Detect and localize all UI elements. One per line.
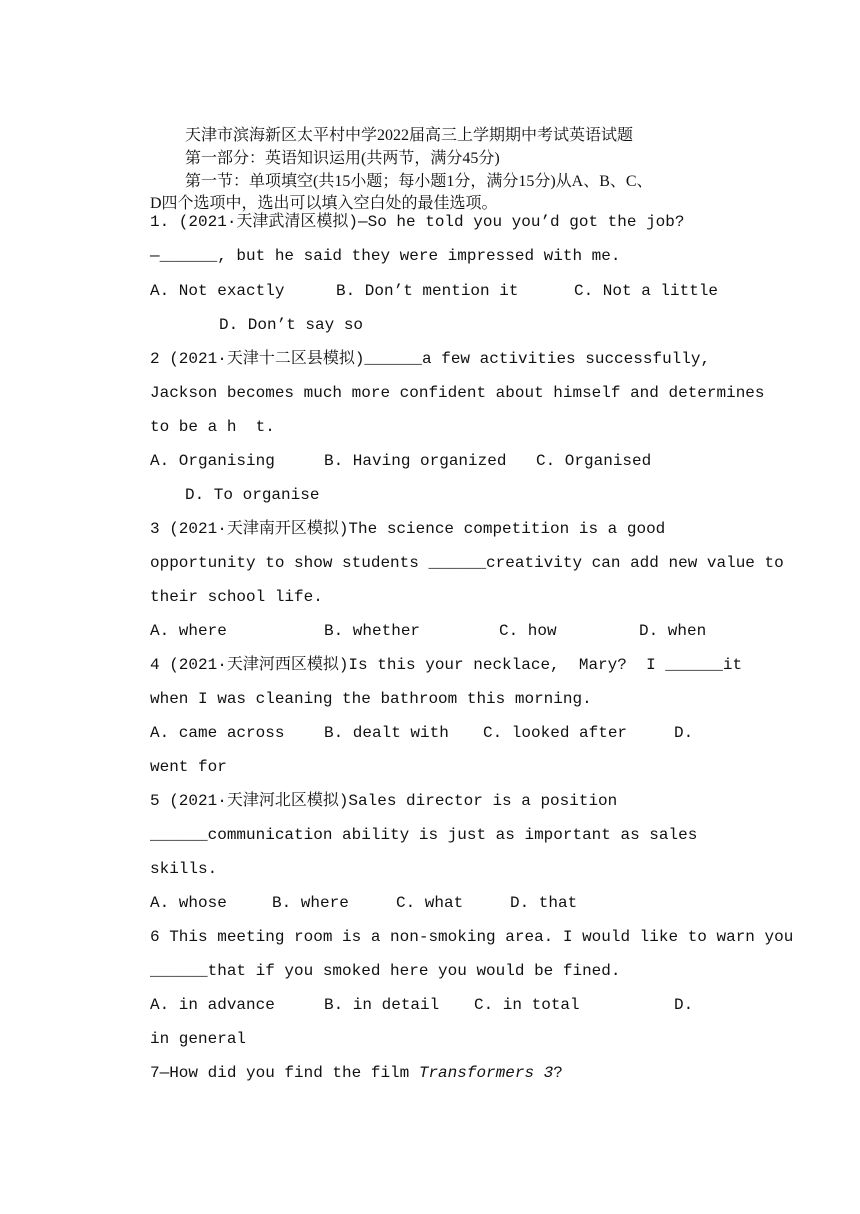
question-3-stem: 3 (2021·天津南开区模拟)The science competition is a good (150, 520, 666, 538)
question-7-stem (150, 1063, 716, 1083)
question-5-option-a: A. whose (150, 894, 227, 912)
question-5-option-c: C. what (396, 894, 464, 912)
question-5-stem-line2: ______communication ability is just as important as sales (150, 826, 698, 844)
question-3-option-b: B. whether (324, 622, 421, 640)
question-5-stem: 5 (2021·天津河北区模拟)Sales director is a position (150, 792, 618, 810)
question-1-stem-line2: —______, but he said they were impressed with me. (150, 247, 621, 265)
part-heading: 第一部分：英语知识运用(共两节，满分45分) (185, 150, 500, 167)
question-4-option-a: A. came across (150, 724, 285, 742)
question-3-option-a: A. where (150, 622, 227, 640)
question-2-stem-line2: Jackson becomes much more confident about himself and determines (150, 384, 765, 402)
question-3-option-c: C. how (499, 622, 557, 640)
question-4-stem: 4 (2021·天津河西区模拟)Is this your necklace, Mary? I ______it (150, 656, 743, 674)
question-4-option-b: B. dealt with (324, 724, 449, 742)
question-2-stem-line3: to be a h t. (150, 418, 275, 436)
question-7-film-title: Transformers 3 (418, 1064, 554, 1082)
section-heading: 第一节：单项填空(共15小题；每小题1分，满分15分)从A、B、C、 (185, 173, 653, 190)
question-2-option-b: B. Having organized (324, 452, 507, 470)
question-6-option-d-label: D. (674, 996, 694, 1014)
question-3-stem-line3: their school life. (150, 588, 323, 606)
question-3-option-d: D. when (639, 622, 707, 640)
question-6-stem: 6 This meeting room is a non-smoking area. I would like to warn you (150, 928, 794, 946)
question-6-option-c: C. in total (474, 996, 580, 1014)
document-title: 天津市滨海新区太平村中学2022届高三上学期期中考试英语试题 (185, 127, 634, 144)
question-1-option-a: A. Not exactly (150, 282, 285, 300)
question-4-stem-line2: when I was cleaning the bathroom this morning. (150, 690, 592, 708)
question-7-stem-prefix: 7—How did you find the film (150, 1064, 419, 1082)
question-7-stem-suffix: ? (553, 1064, 563, 1082)
question-6-stem-line2: ______that if you smoked here you would be fined. (150, 962, 621, 980)
question-2-stem: 2 (2021·天津十二区县模拟)______a few activities successfully, (150, 350, 711, 368)
question-2-option-a: A. Organising (150, 452, 275, 470)
question-4-option-c: C. looked after (483, 724, 628, 742)
question-1-option-d: D. Don’t say so (219, 316, 364, 334)
question-4-option-d: went for (150, 758, 227, 776)
question-5-option-b: B. where (272, 894, 349, 912)
question-1-option-c: C. Not a little (574, 282, 719, 300)
question-3-stem-line2: opportunity to show students ______creativity can add new value to (150, 554, 784, 572)
question-1-option-b: B. Don’t mention it (336, 282, 519, 300)
question-4-option-d-label: D. (674, 724, 694, 742)
question-1-stem: 1. (2021·天津武清区模拟)—So he told you you’d got the job? (150, 213, 685, 231)
section-heading-continued: D四个选项中，选出可以填入空白处的最佳选项。 (150, 195, 498, 212)
question-2-option-c: C. Organised (536, 452, 652, 470)
question-5-option-d: D. that (510, 894, 578, 912)
question-6-option-a: A. in advance (150, 996, 275, 1014)
question-5-stem-line3: skills. (150, 860, 218, 878)
question-6-option-b: B. in detail (324, 996, 440, 1014)
question-6-option-d: in general (150, 1030, 247, 1048)
question-2-option-d: D. To organise (185, 486, 320, 504)
